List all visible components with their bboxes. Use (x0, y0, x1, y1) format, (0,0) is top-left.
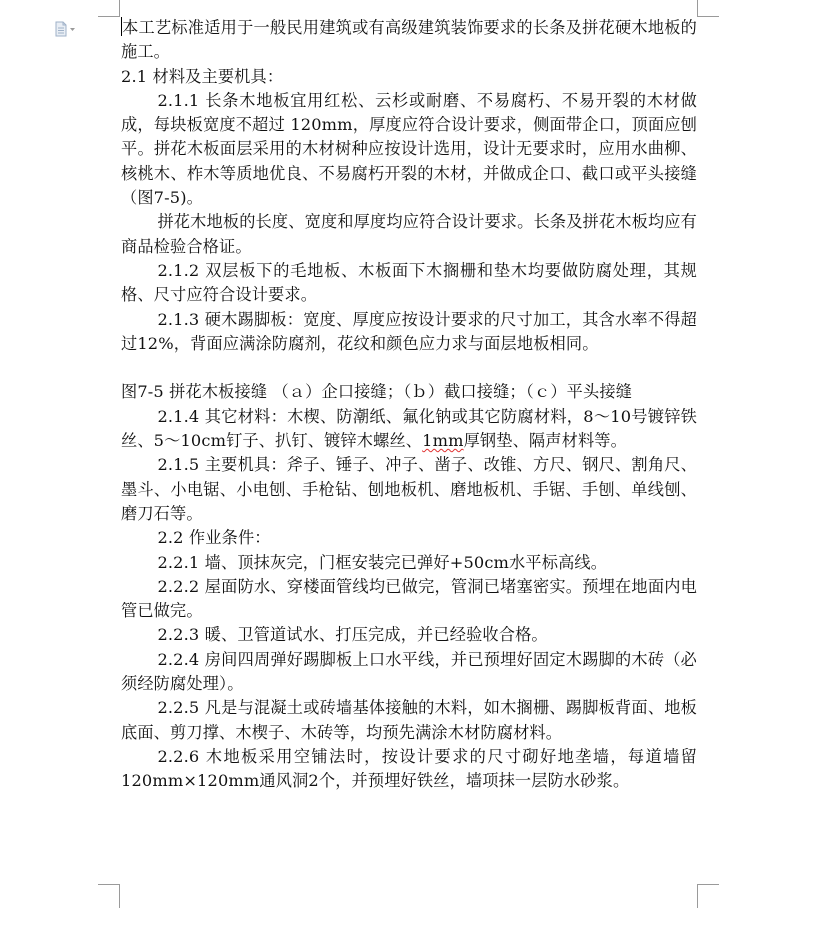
paragraph-2-2-3: 2.2.3 暖、卫管道试水、打压完成，并已经验收合格。 (157, 625, 548, 645)
spellcheck-underline: 1mm (422, 431, 464, 451)
paragraph-2-1-3: 2.1.3 硬木踢脚板：宽度、厚度应按设计要求的尺寸加工，其含水率不得超过12%，背面应满涂防腐剂，花纹和颜色应力求与面层地板相同。 (121, 309, 697, 353)
heading-2-2: 2.2 作业条件： (157, 528, 271, 548)
paragraph-2-2-4: 2.2.4 房间四周弹好踢脚板上口水平线，并已预埋好固定木踢脚的木砖（必须经防腐处理）。 (121, 649, 697, 694)
paragraph-2-1-1: 2.1.1 长条木地板宜用红松、云杉或耐磨、不易腐朽、不易开裂的木材做成，每块板宽度不超过 120mm，厚度应符合设计要求，侧面带企口，顶面应刨平。拼花木板面层采用的木材树种应按设计选用，设计无要求时，应用水曲柳、核桃木、柞木等质地优良、不易腐朽开裂的木材，并做成企口、截口或平头接缝（图7-5)。 (121, 90, 697, 208)
crop-mark-top-right (697, 16, 719, 17)
paragraph-2-1-4: 2.1.4 其它材料：木楔、防潮纸、氟化钠或其它防腐材料，8～10号镀锌铁丝、5～10cm钉子、扒钉、镀锌木螺丝、1mm厚钢垫、隔声材料等。 (121, 406, 697, 451)
crop-mark-top-right (697, 0, 698, 16)
heading-2-1: 2.1 材料及主要机具： (121, 66, 284, 86)
paragraph-2-2-6: 2.2.6 木地板采用空铺法时，按设计要求的尺寸砌好地垄墙，每道墙留120mm×120mm通风洞2个，并预埋好铁丝，墙项抹一层防水砂浆。 (121, 746, 697, 791)
crop-mark-bottom-left (119, 884, 120, 908)
crop-mark-top-left (119, 0, 120, 16)
crop-mark-top-left (98, 16, 120, 17)
crop-mark-bottom-right (697, 884, 698, 908)
crop-mark-bottom-left (98, 884, 120, 885)
crop-mark-bottom-right (697, 884, 719, 885)
paragraph-options-icon[interactable] (55, 21, 79, 37)
paragraph-2-1-5: 2.1.5 主要机具：斧子、锤子、冲子、凿子、改锥、方尺、钢尺、割角尺、墨斗、小电锯、小电刨、手枪钻、刨地板机、磨地板机、手锯、手刨、单线刨、磨刀石等。 (121, 455, 697, 523)
paragraph-2-1-2: 2.1.2 双层板下的毛地板、木板面下木搁栅和垫木均要做防腐处理，其规格、尺寸应符合设计要求。 (121, 260, 697, 305)
document-body[interactable] (121, 16, 697, 794)
paragraph-2-2-2: 2.2.2 屋面防水、穿楼面管线均已做完，管洞已堵塞密实。预埋在地面内电管已做完。 (121, 576, 697, 621)
intro-paragraph: 本工艺标准适用于一般民用建筑或有高级建筑装饰要求的长条及拼花硬木地板的施工。 (121, 18, 697, 62)
figure-caption: 图7-5 拼花木板接缝 （ａ）企口接缝；（ｂ）截口接缝；（ｃ）平头接缝 (121, 382, 633, 402)
paragraph-parquet-size: 拼花木地板的长度、宽度和厚度均应符合设计要求。长条及拼花木板均应有商品检验合格证。 (121, 212, 697, 256)
paragraph-2-2-1: 2.2.1 墙、顶抹灰完，门框安装完已弹好+50cm水平标高线。 (157, 552, 608, 572)
paragraph-2-2-5: 2.2.5 凡是与混凝土或砖墙基体接触的木料，如木搁栅、踢脚板背面、地板底面、剪刀撑、木楔子、木砖等，均预先满涂木材防腐材料。 (121, 698, 697, 742)
blank-line (121, 356, 697, 380)
